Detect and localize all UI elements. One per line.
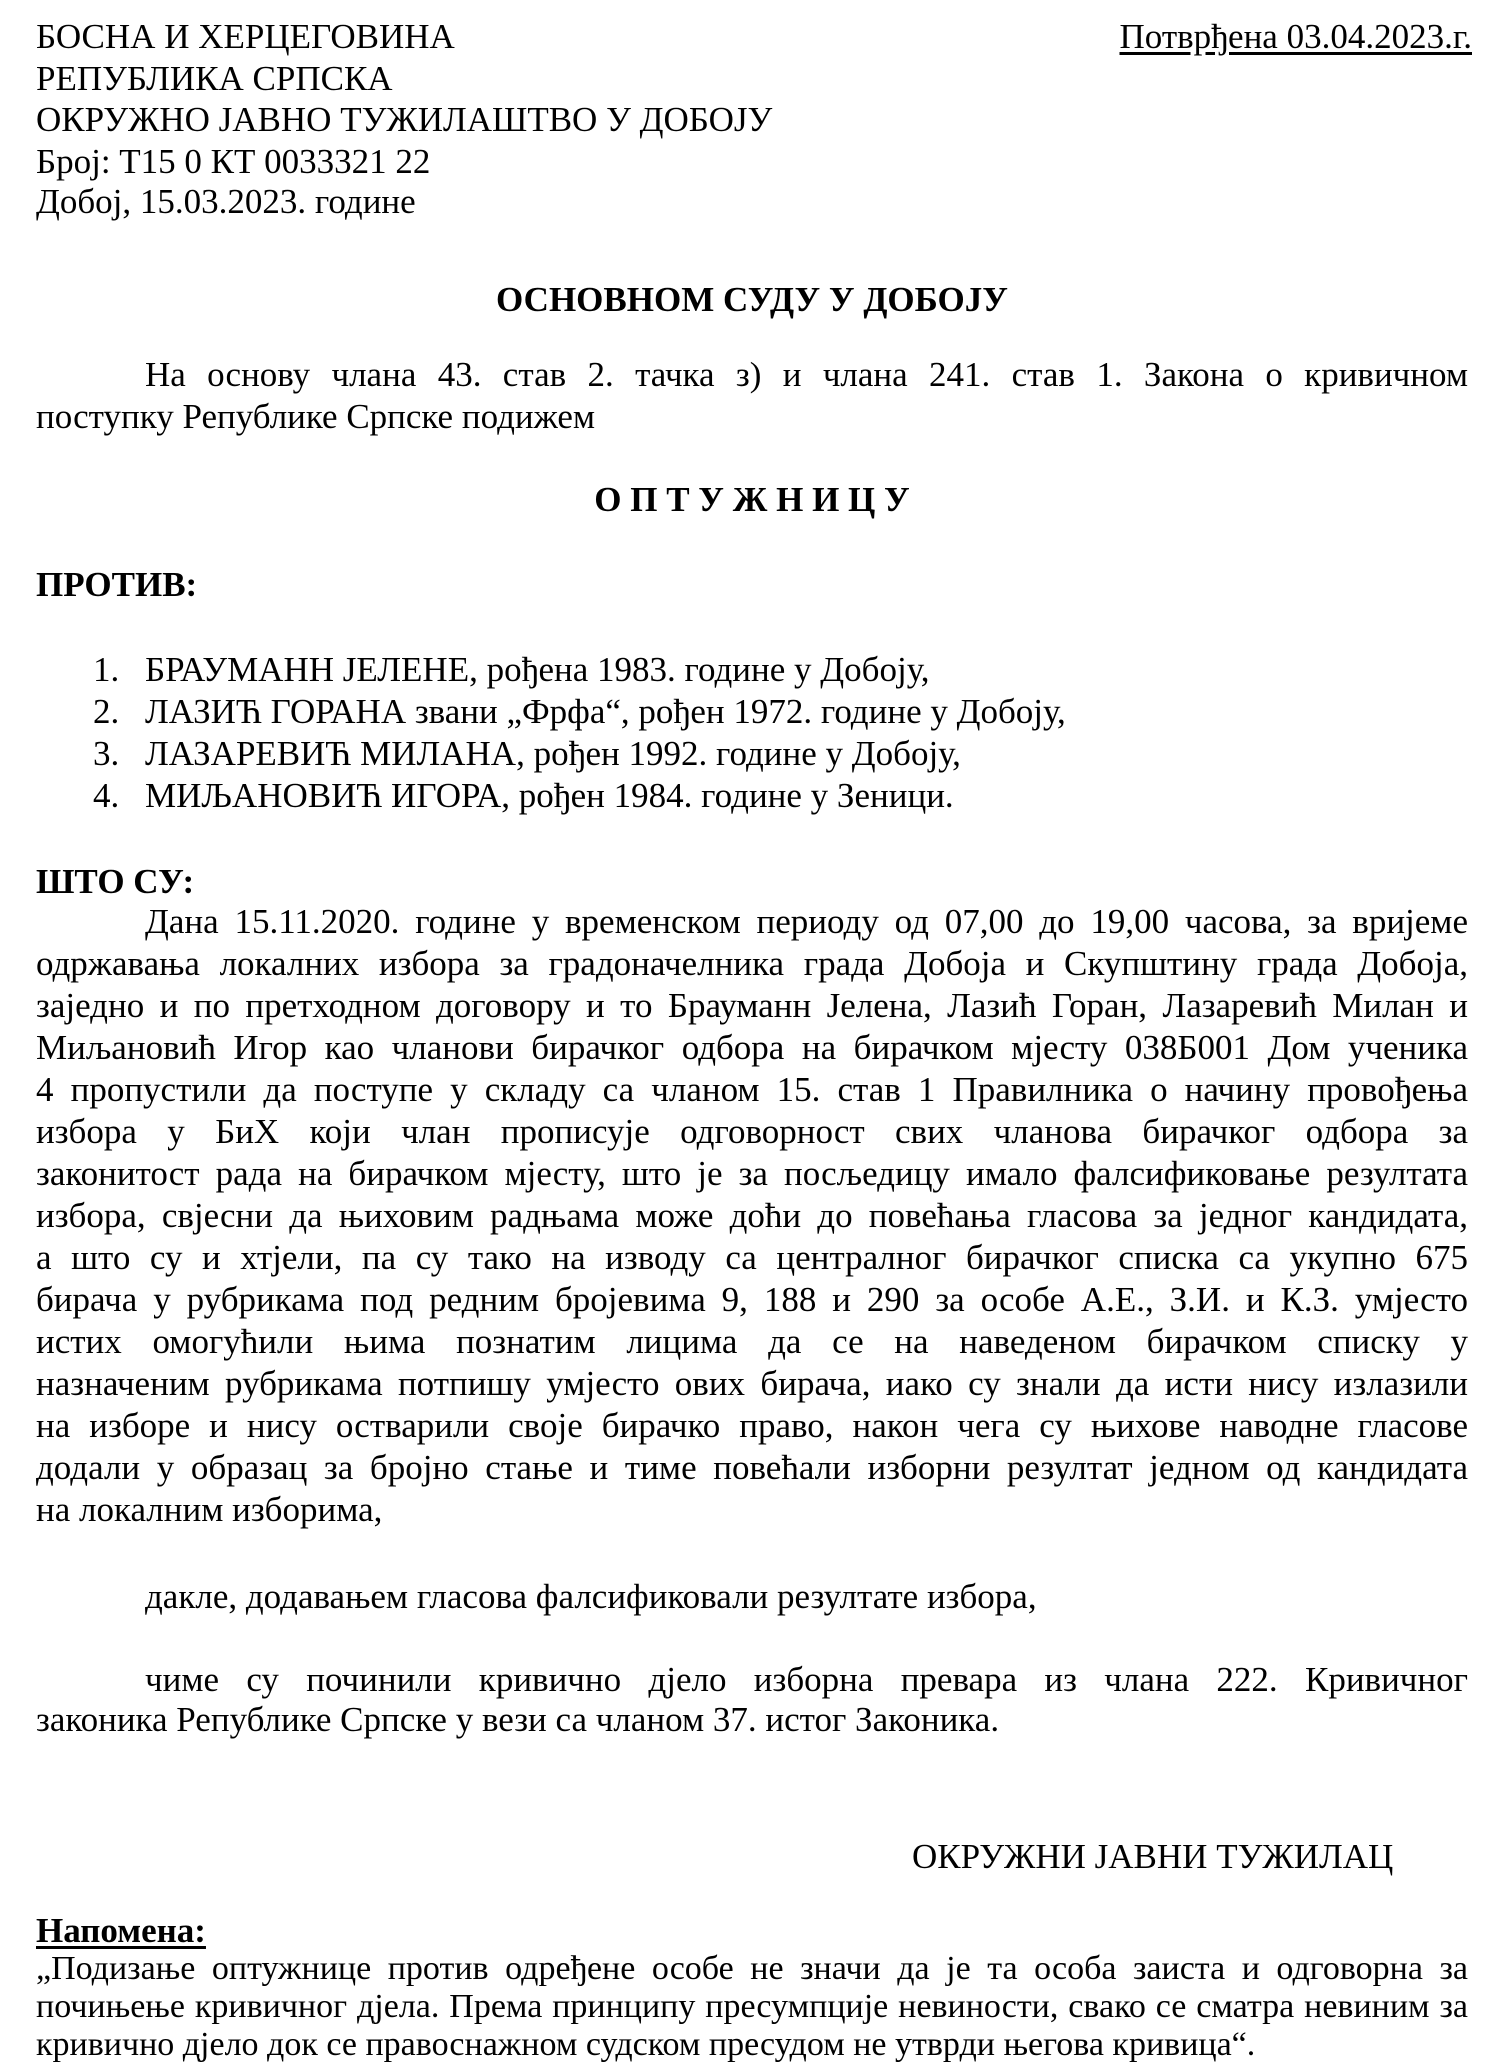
document-title: О П Т У Ж Н И Ц У: [594, 480, 910, 519]
facts-line: на локалним изборима,: [36, 1490, 383, 1529]
facts-line: избора, свјесни да њиховим радњама може доћи до повећања гласова за једног кандидата,: [36, 1196, 1468, 1235]
header-country: БОСНА И ХЕРЦЕГОВИНА: [36, 17, 455, 56]
header-entity: РЕПУБЛИКА СРПСКА: [36, 59, 393, 98]
defendant-item: [93, 775, 1393, 817]
facts-line: истих омогућили њима познатим лицима да се на наведеном бирачком списку у: [36, 1322, 1468, 1361]
facts-line: на изборе и нису остварили своје бирачко право, након чега су њихове наводне гласове: [36, 1406, 1468, 1445]
note-line: кривично дјело док се правоснажном судском пресудом не утврди његова кривица“.: [36, 2026, 1256, 2063]
facts-line: Дана 15.11.2020. године у временском периоду од 07,00 до 19,00 часова, за вријеме: [145, 902, 1468, 941]
confirmed-date: Потврђена 03.04.2023.г.: [1119, 17, 1472, 56]
defendant-item: [93, 649, 1393, 691]
defendant-item: [93, 691, 1393, 733]
facts-label: ШТО СУ:: [36, 862, 195, 901]
defendant-text: БРАУМАНН ЈЕЛЕНЕ, рођена 1983. године у Добоју,: [145, 650, 930, 689]
addressee-title: ОСНОВНОМ СУДУ У ДОБОЈУ: [496, 280, 1008, 319]
facts-line: избора у БиХ који члан прописује одговорност свих чланова бирачког одбора за: [36, 1112, 1468, 1151]
defendant-number: 1.: [93, 650, 120, 689]
facts-line: Миљановић Игор као чланови бирачког одбора на бирачком мјесту 038Б001 Дом ученика: [36, 1028, 1468, 1067]
conclusion-line: дакле, додавањем гласова фалсификовали резултате избора,: [145, 1577, 1037, 1616]
facts-line: одржавања локалних избора за градоначелника града Добоја и Скупштину града Добоја,: [36, 944, 1468, 983]
facts-line: додали у образац за бројно стање и тиме повећали изборни резултат једном од кандидата: [36, 1448, 1468, 1487]
against-label: ПРОТИВ:: [36, 565, 198, 604]
facts-line: 4 пропустили да поступе у складу са чланом 15. став 1 Правилника о начину провођења: [36, 1070, 1468, 1109]
header-case-number: Број: Т15 0 КТ 0033321 22: [36, 142, 431, 181]
note-label: Напомена:: [36, 1911, 206, 1950]
offense-line-1: чиме су починили кривично дјело изборна превара из члана 222. Кривичног: [145, 1660, 1468, 1699]
intro-line-2: поступку Републике Српске подижем: [36, 397, 596, 436]
facts-line: заједно и по претходном договору и то Брауманн Јелена, Лазић Горан, Лазаревић Милан и: [36, 986, 1468, 1025]
signature-title: ОКРУЖНИ ЈАВНИ ТУЖИЛАЦ: [912, 1837, 1394, 1876]
defendant-number: 2.: [93, 692, 120, 731]
defendant-item: [93, 733, 1393, 775]
defendant-text: ЛАЗИЋ ГОРАНА звани „Фрфа“, рођен 1972. године у Добоју,: [145, 692, 1066, 731]
note-line: „Подизање оптужнице против одређене особе не значи да је та особа заиста и одговорна за: [36, 1950, 1468, 1987]
facts-line: а што су и хтјели, па су тако на изводу са централног бирачког списка са укупно 675: [36, 1238, 1468, 1277]
defendant-text: ЛАЗАРЕВИЋ МИЛАНА, рођен 1992. године у Добоју,: [145, 734, 961, 773]
defendant-number: 4.: [93, 776, 120, 815]
header-place-date: Добој, 15.03.2023. године: [36, 182, 416, 221]
offense-line-2: законика Републике Српске у вези са чланом 37. истог Законика.: [36, 1700, 1000, 1739]
facts-line: бирача у рубрикама под редним бројевима 9, 188 и 290 за особе А.Е., З.И. и К.З. умјесто: [36, 1280, 1468, 1319]
note-line: почињење кривичног дјела. Према принципу пресумпције невиности, свако се сматра невиним за: [36, 1988, 1468, 2025]
intro-line-1: На основу члана 43. став 2. тачка з) и члана 241. став 1. Закона о кривичном: [145, 355, 1468, 394]
facts-line: назначеним рубрикама потпишу умјесто ових бирача, иако су знали да исти нису излазили: [36, 1364, 1468, 1403]
header-office: ОКРУЖНО ЈАВНО ТУЖИЛАШТВО У ДОБОЈУ: [36, 100, 773, 139]
defendant-text: МИЉАНОВИЋ ИГОРА, рођен 1984. године у Зеници.: [145, 776, 954, 815]
defendant-number: 3.: [93, 734, 120, 773]
facts-line: законитост рада на бирачком мјесту, што је за посљедицу имало фалсификовање резултата: [36, 1154, 1468, 1193]
